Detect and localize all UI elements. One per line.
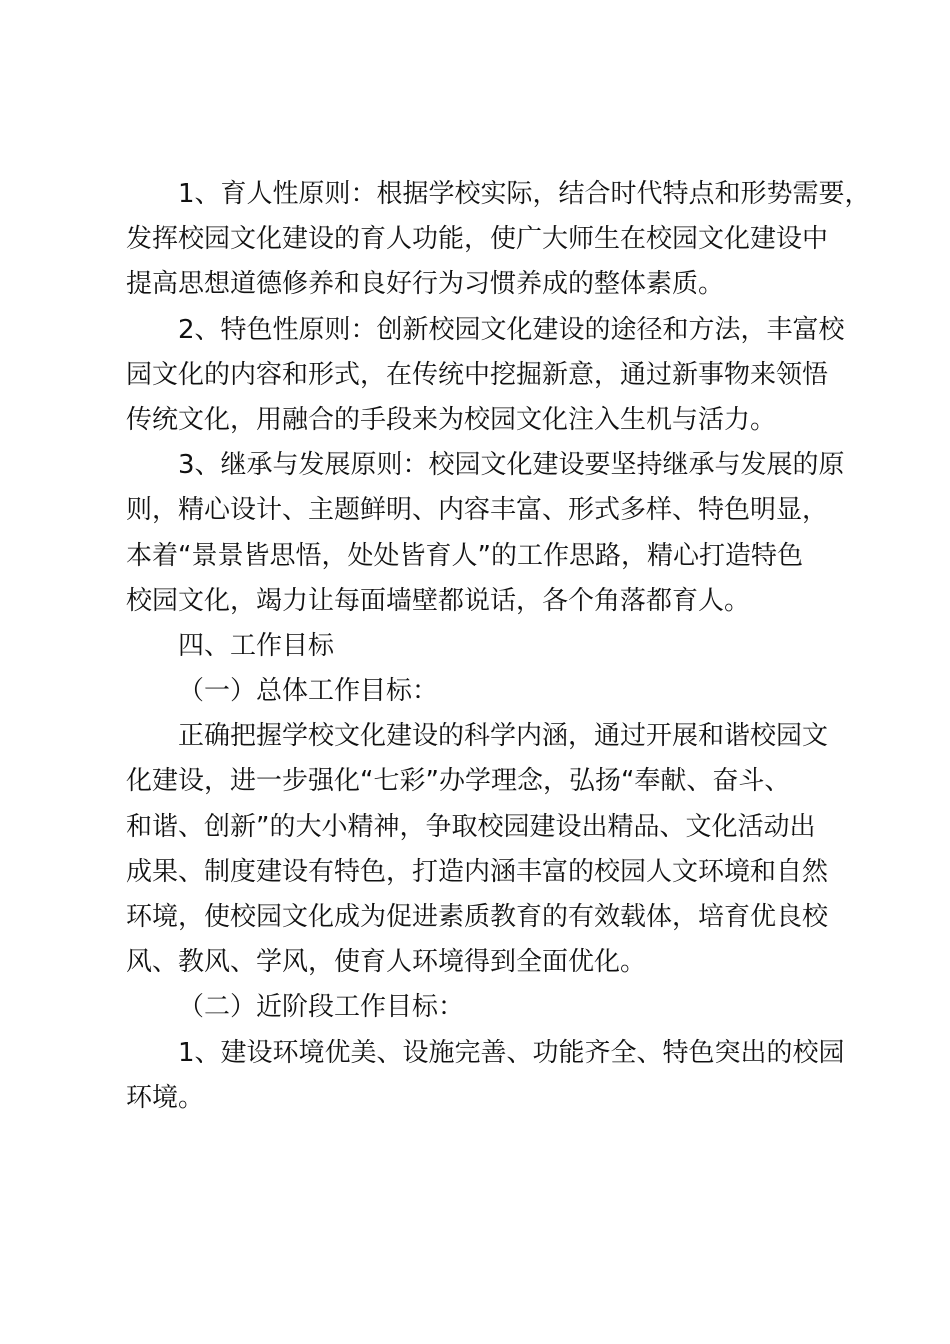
overall-goal-line-4: 成果、制度建设有特色，打造内涵丰富的校园人文环境和自然 — [126, 856, 829, 887]
principle-1-line-3: 提高思想道德修养和良好行为习惯养成的整体素质。 — [126, 269, 725, 300]
principle-1-line-1: 1、育人性原则：根据学校实际，结合时代特点和形势需要， — [178, 179, 871, 209]
principle-3-line-4: 校园文化，竭力让每面墙壁都说话，各个角落都育人。 — [126, 585, 751, 616]
principle-2-line-2: 园文化的内容和形式，在传统中挖掘新意，通过新事物来领悟 — [126, 359, 829, 390]
section-heading-goals: 四、工作目标 — [178, 630, 335, 661]
principle-2-line-1: 2、特色性原则：创新校园文化建设的途径和方法，丰富校 — [178, 314, 845, 345]
near-term-goal-line-2: 环境。 — [126, 1082, 205, 1113]
subheading-overall-goal: （一）总体工作目标： — [178, 676, 439, 707]
principle-3-line-3: 本着“景景皆思悟，处处皆育人”的工作思路，精心打造特色 — [126, 540, 803, 571]
overall-goal-line-3: 和谐、创新”的大小精神，争取校园建设出精品、文化活动出 — [126, 811, 816, 842]
overall-goal-line-1: 正确把握学校文化建设的科学内涵，通过开展和谐校园文 — [178, 721, 829, 752]
principle-3-line-2: 则，精心设计、主题鲜明、内容丰富、形式多样、特色明显， — [126, 495, 829, 526]
principle-1-line-2: 发挥校园文化建设的育人功能，使广大师生在校园文化建设中 — [126, 224, 829, 255]
subheading-near-term-goal: （二）近阶段工作目标： — [178, 992, 465, 1023]
principle-2-line-3: 传统文化，用融合的手段来为校园文化注入生机与活力。 — [126, 404, 777, 435]
overall-goal-line-2: 化建设，进一步强化“七彩”办学理念，弘扬“奉献、奋斗、 — [126, 766, 791, 797]
principle-3-line-1: 3、继承与发展原则：校园文化建设要坚持继承与发展的原 — [178, 450, 845, 481]
overall-goal-line-6: 风、教风、学风，使育人环境得到全面优化。 — [126, 947, 647, 978]
overall-goal-line-5: 环境，使校园文化成为促进素质教育的有效载体，培育优良校 — [126, 902, 829, 932]
near-term-goal-line-1: 1、建设环境优美、设施完善、功能齐全、特色突出的校园 — [178, 1037, 845, 1068]
document-body — [126, 172, 871, 1121]
